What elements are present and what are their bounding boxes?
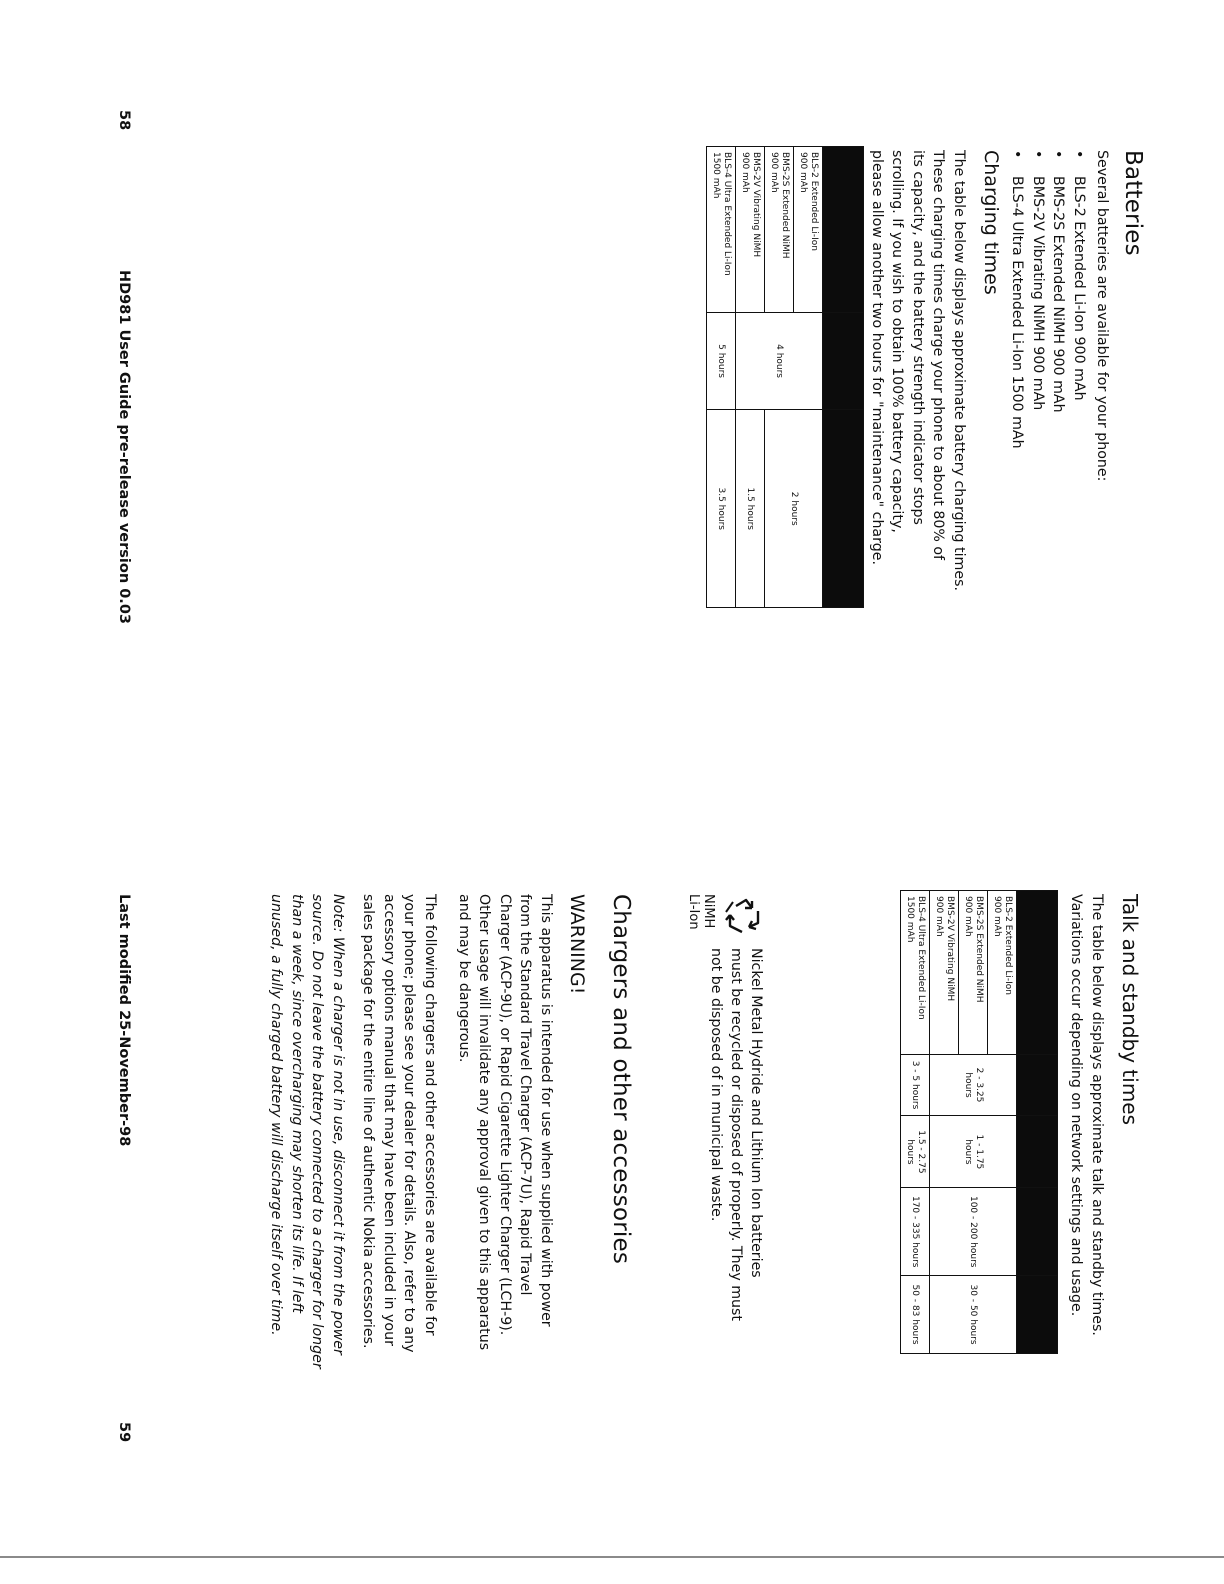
text-line: Other usage will invalidate any approval given to this apparatus [476, 894, 493, 1351]
talk-value-cell: 1.5 - 2.75 hours [901, 1116, 930, 1188]
charging-paragraph [867, 150, 970, 591]
footer-doc-title: HD981 User Guide pre-release version 0.03 [116, 270, 132, 624]
text-line: Charger (ACP-9U), or Rapid Cigarette Lighter Charger (LCH-9). [497, 894, 513, 1336]
table-row [707, 147, 736, 608]
table-header-row [1017, 891, 1058, 1354]
talk-value-cell: 3 - 5 hours [901, 1054, 930, 1116]
text-line: must be recycled or disposed of properly. They must [728, 948, 744, 1321]
page-59 [0, 792, 1224, 1584]
text-line: please allow another two hours for "maintenance" charge. [869, 150, 885, 565]
batteries-intro: Several batteries are available for your phone: [1094, 150, 1110, 482]
liion-label: Li-Ion [686, 894, 701, 930]
text-line: Note: When a charger is not in use, disconnect it from the power [330, 894, 346, 1355]
table-header-row [823, 147, 864, 608]
accessories-paragraph [358, 894, 440, 1353]
table-row [988, 891, 1017, 1354]
charging-times-table [706, 146, 864, 608]
text-line: The following chargers and other accessories are available for [422, 894, 438, 1336]
battery-cell: BMS-2S Extended NiMH 900 mAh [765, 147, 794, 313]
talk-standby-heading: Talk and standby times [1118, 894, 1142, 1126]
talk-value-cell: 1 - 1.75 hours [930, 1116, 1017, 1188]
page-number-right: 59 [116, 1422, 132, 1443]
table-row [794, 147, 823, 608]
nimh-label: NiMH [701, 894, 716, 929]
list-item: • BMS-2S Extended NiMH 900 mAh [1048, 176, 1069, 449]
batteries-heading: Batteries [1120, 150, 1146, 256]
text-line: These charging times charge your phone to about 80% of [930, 150, 947, 561]
battery-cell: BMS-2V Vibrating NiMH 900 mAh [736, 147, 765, 313]
list-item: • BMS-2V Vibrating NiMH 900 mAh [1028, 176, 1049, 449]
battery-cell: BLS-4 Ultra Extended Li-Ion 1500 mAh [707, 147, 736, 313]
note-paragraph [266, 894, 348, 1369]
text-line: than a week, since overcharging may shorten its life. If left [289, 894, 305, 1314]
charging-times-heading: Charging times [980, 150, 1002, 295]
text-line: sales package for the entire line of authentic Nokia accessories. [360, 894, 377, 1349]
text-line: scrolling. If you wish to obtain 100% battery capacity, [889, 150, 906, 533]
text-line: your phone; please see your dealer for details. Also, refer to any [401, 894, 418, 1353]
battery-cell: BMS-2V Vibrating NiMH 900 mAh [930, 891, 959, 1055]
recycling-notice [706, 948, 766, 1321]
text-line: The table below displays approximate talk and standby times. [1089, 894, 1105, 1336]
battery-cell: BLS-4 Ultra Extended Li-Ion 1500 mAh [901, 891, 930, 1055]
charging-value-cell: 3.5 hours [707, 410, 736, 608]
text-line: its capacity, and the battery strength indicator stops [910, 150, 926, 525]
battery-cell: BLS-2 Extended Li-Ion 900 mAh [794, 147, 823, 313]
battery-cell: BLS-2 Extended Li-Ion 900 mAh [988, 891, 1017, 1055]
list-item: • BLS-4 Ultra Extended Li-Ion 1500 mAh [1007, 176, 1028, 449]
footer-last-modified: Last modified 25-November-98 [116, 894, 132, 1147]
text-line: and may be dangerous. [456, 894, 472, 1063]
text-line: source. Do not leave the battery connected to a charger for longer [309, 894, 326, 1369]
talk-standby-table [900, 890, 1058, 1354]
talk-value-cell: 2 - 3.25 hours [930, 1054, 1017, 1116]
standby-value-cell: 100 - 200 hours [930, 1188, 1017, 1276]
page-number-left: 58 [116, 110, 132, 131]
battery-list [1007, 150, 1089, 449]
warning-heading: WARNING! [566, 894, 588, 995]
table-row [901, 891, 930, 1354]
text-line: This apparatus is intended for use when supplied with power [538, 894, 554, 1327]
talk-paragraph [1066, 894, 1107, 1336]
charging-value-cell: 4 hours [736, 312, 823, 410]
recycle-icon [722, 896, 766, 938]
charging-value-cell: 2 hours [765, 410, 823, 608]
list-item: • BLS-2 Extended Li-Ion 900 mAh [1069, 176, 1090, 449]
warning-paragraph [454, 894, 557, 1350]
battery-cell: BMS-2S Extended NiMH 900 mAh [959, 891, 988, 1055]
standby-value-cell: 170 - 335 hours [901, 1188, 930, 1276]
chargers-heading: Chargers and other accessories [608, 894, 634, 1265]
text-line: not be disposed of in municipal waste. [708, 948, 724, 1222]
text-line: Nickel Metal Hydride and Lithium Ion batteries [748, 948, 764, 1278]
text-line: accessory options manual that may have been included in your [381, 894, 397, 1346]
standby-value-cell: 50 - 83 hours [901, 1276, 930, 1354]
text-line: Variations occur depending on network settings and usage. [1068, 894, 1085, 1317]
charging-value-cell: 1.5 hours [736, 410, 765, 608]
scan-edge-line [0, 1556, 1224, 1558]
text-line: unused, a fully charged battery will discharge itself over time. [268, 894, 285, 1336]
text-line: The table below displays approximate battery charging times. [951, 150, 967, 591]
charging-value-cell: 5 hours [707, 312, 736, 410]
standby-value-cell: 30 - 50 hours [930, 1276, 1017, 1354]
text-line: from the Standard Travel Charger (ACP-7U), Rapid Travel [517, 894, 534, 1296]
